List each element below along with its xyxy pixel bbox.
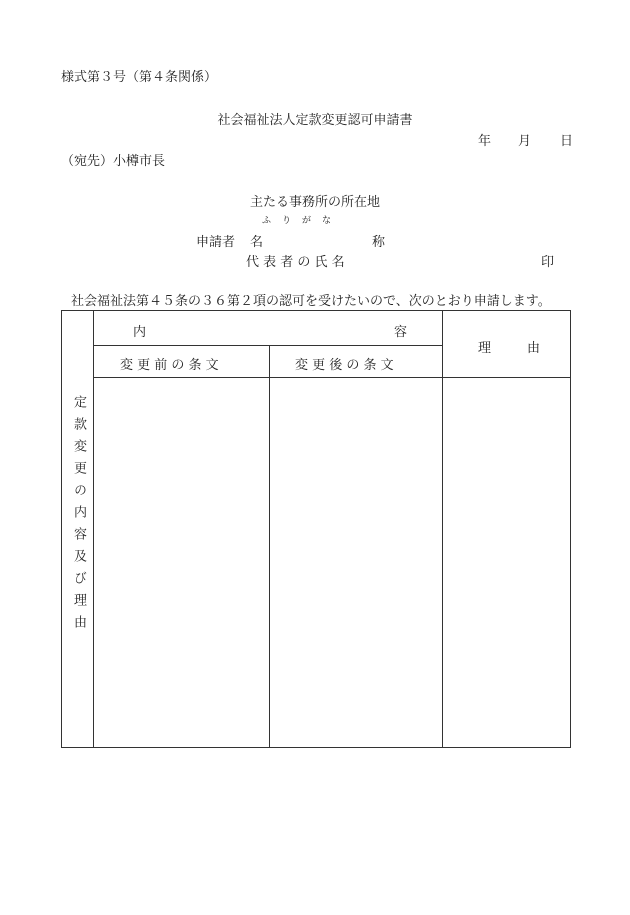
reason-cell[interactable] (443, 378, 570, 747)
reason-header-left: 理 (478, 341, 492, 356)
form-number: 様式第３号（第４条関係） (61, 70, 218, 85)
date-month-label: 月 (518, 134, 532, 149)
addressee: （宛先）小樽市長 (61, 154, 166, 169)
date-year-label: 年 (478, 134, 492, 149)
furigana-label: ふ り が な (262, 216, 333, 226)
office-location-label: 主たる事務所の所在地 (249, 195, 380, 210)
applicant-label: 申請者 (196, 235, 236, 250)
table-divider-content-header (93, 345, 442, 346)
content-header-left: 内 (133, 325, 147, 340)
representative-name-label: 代 表 者 の 氏 名 (246, 255, 345, 270)
content-header-right: 容 (394, 325, 408, 340)
vertical-heading: 定款変更の内容及び理由 (71, 395, 86, 637)
after-article-header: 変 更 後 の 条 文 (295, 358, 394, 373)
declaration-text: 社会福祉法第４５条の３６第２項の認可を受けたいので、次のとおり申請します。 (71, 294, 551, 309)
name-label-second: 称 (372, 235, 386, 250)
reason-header-right: 由 (527, 341, 541, 356)
name-label-first: 名 (250, 235, 264, 250)
date-day-label: 日 (560, 134, 574, 149)
amendment-table (61, 310, 571, 748)
after-article-cell[interactable] (270, 378, 442, 747)
before-article-cell[interactable] (94, 378, 269, 747)
document-title: 社会福祉法人定款変更認可申請書 (217, 113, 413, 128)
before-article-header: 変 更 前 の 条 文 (120, 358, 219, 373)
seal-mark: 印 (541, 255, 555, 270)
